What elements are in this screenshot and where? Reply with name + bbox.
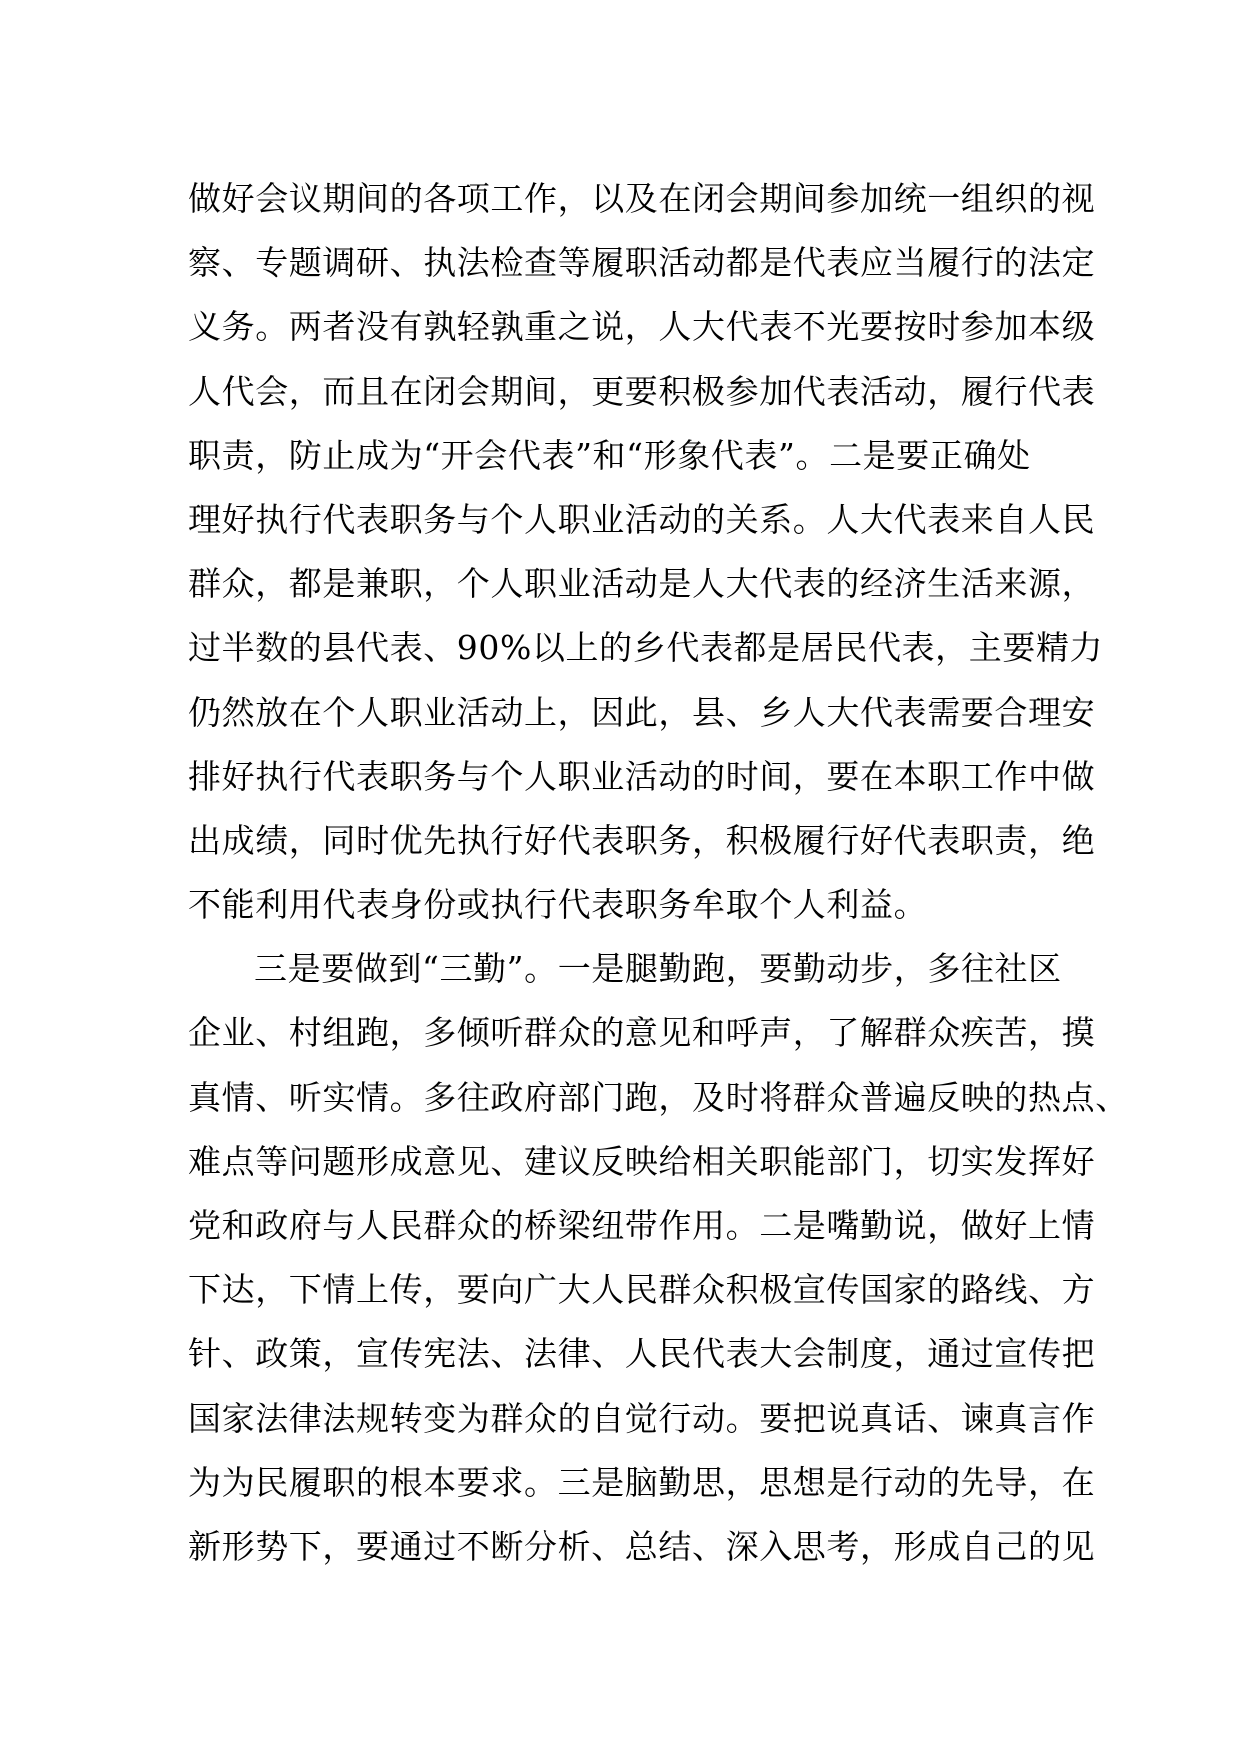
text-line: 义务。两者没有孰轻孰重之说，人大代表不光要按时参加本级 [188, 307, 1096, 347]
text-line: 人代会，而且在闭会期间，更要积极参加代表活动，履行代表 [188, 371, 1096, 411]
text-line: 企业、村组跑，多倾听群众的意见和呼声，了解群众疾苦，摸 [188, 1013, 1096, 1053]
text-line: 不能利用代表身份或执行代表职务牟取个人利益。 [188, 885, 928, 925]
text-line: 排好执行代表职务与个人职业活动的时间，要在本职工作中做 [188, 756, 1096, 796]
paragraph-start-line: 三是要做到“三勤”。一是腿勤跑，要勤动步，多往社区 [254, 949, 1062, 989]
text-line: 针、政策，宣传宪法、法律、人民代表大会制度，通过宣传把 [188, 1334, 1096, 1374]
text-line: 群众，都是兼职，个人职业活动是人大代表的经济生活来源， [188, 564, 1096, 604]
text-line: 真情、听实情。多往政府部门跑，及时将群众普遍反映的热点、 [188, 1077, 1129, 1117]
text-line: 理好执行代表职务与个人职业活动的关系。人大代表来自人民 [188, 499, 1096, 539]
text-line: 下达，下情上传，要向广大人民群众积极宣传国家的路线、方 [188, 1270, 1096, 1310]
body-text [188, 167, 1129, 1579]
text-line: 难点等问题形成意见、建议反映给相关职能部门，切实发挥好 [188, 1141, 1096, 1181]
text-line: 过半数的县代表、90%以上的乡代表都是居民代表，主要精力 [188, 628, 1104, 668]
text-line: 为为民履职的根本要求。三是脑勤思，思想是行动的先导，在 [188, 1462, 1096, 1502]
text-line: 仍然放在个人职业活动上，因此，县、乡人大代表需要合理安 [188, 692, 1096, 732]
text-line: 察、专题调研、执法检查等履职活动都是代表应当履行的法定 [188, 243, 1096, 283]
text-line: 新形势下，要通过不断分析、总结、深入思考，形成自己的见 [188, 1526, 1096, 1566]
text-line: 做好会议期间的各项工作，以及在闭会期间参加统一组织的视 [188, 179, 1096, 218]
text-line: 出成绩，同时优先执行好代表职务，积极履行好代表职责，绝 [188, 820, 1096, 860]
text-line: 党和政府与人民群众的桥梁纽带作用。二是嘴勤说，做好上情 [188, 1206, 1096, 1245]
text-line: 国家法律法规转变为群众的自觉行动。要把说真话、谏真言作 [188, 1398, 1096, 1438]
text-line: 职责，防止成为“开会代表”和“形象代表”。二是要正确处 [188, 435, 1031, 475]
